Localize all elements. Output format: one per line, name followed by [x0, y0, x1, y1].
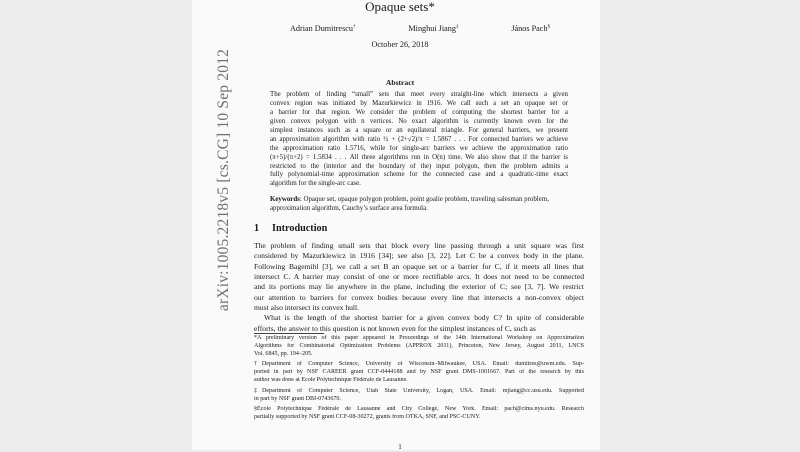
author: János Pach§	[511, 24, 550, 33]
text-line: considered by Mazurkiewicz in 1916 [34]; see also [3, 22]. Let C be a convex body in the plane.	[254, 251, 584, 261]
text-line: given convex polygon with n vertices. No exact algorithm is currently known even for the	[270, 117, 568, 125]
page-number: 1	[398, 443, 402, 451]
footnote-line: ported in part by NSF CAREER grant CCF-0444188 and by NSF grant DMS-1001667. Part of the research by this	[254, 369, 584, 376]
text-line: The problem of finding “small” sets that meet every straight-line which intersects a given	[270, 91, 568, 98]
author: Adrian Dumitrescu†	[290, 24, 356, 33]
footnote-line: Algorithms for Combinatorial Optimization Problems (APPROX 2011), Princeton, New Jersey, August 2011, LNCS	[254, 342, 584, 349]
text-line: efforts, the answer to this question is not known even for the simplest instances of C, such as	[254, 323, 536, 333]
text-line: (π+5)/(π+2) = 1.5834 . . . All three algorithms run in O(n) time. We also show that if the barrier is	[270, 153, 568, 161]
text-line: our attention to barriers for convex bodies because every line that intersects a non-convex object	[254, 292, 584, 302]
footnotes	[254, 335, 584, 422]
text-line: must also intersect its convex hull.	[254, 303, 360, 313]
arxiv-stamp: arXiv:1005.2218v5 [cs.CG] 10 Sep 2012	[215, 48, 232, 312]
text-line: restricted to the (interior and the boundary of the) input polygon, then the problem admits a	[270, 162, 568, 170]
abstract-heading: Abstract	[385, 78, 415, 87]
text-line: intersect C. A barrier may consist of one or more rectifiable arcs. It does not need to be connected	[254, 272, 584, 282]
intro-paragraphs	[254, 241, 584, 334]
section-heading: 1 Introduction	[254, 223, 328, 234]
footnote-line: *A preliminary version of this paper appeared in Proceedings of the 14th International Workshop on Approximation	[254, 335, 584, 341]
footnote-line: †Department of Computer Science, University of Wisconsin–Milwaukee, USA. Email: dumitres@uwm.edu. Sup-	[254, 361, 584, 368]
text-line: simplest instances such as a square or an equilateral triangle. For general barriers, we present	[270, 126, 568, 134]
footnote-line: §Ecole Polytechnique Fédérale de Lausanne and City College, New York. Email: pach@cims.nyu.edu. Research	[254, 406, 584, 413]
footnote-line: partially supported by NSF grant CCF-08-30272, grants from OTKA, SNF, and PSC-CUNY.	[254, 414, 481, 421]
text-line: convex region was initiated by Mazurkiewicz in 1916. We call such a set an opaque set or	[270, 99, 568, 107]
paper-date: October 26, 2018	[371, 40, 429, 49]
text-line: and its portions may lie anywhere in the plane, including the exterior of C; see [3, 7]. We restrict	[254, 282, 584, 292]
keywords	[270, 195, 568, 213]
text-line: Following Bagemihl [3], we call a set B an opaque set or a barrier for C, if it meets all lines that	[254, 261, 584, 271]
footnote-rule	[254, 333, 324, 334]
paper-title: Opaque sets*	[365, 0, 435, 14]
author-list	[290, 24, 550, 33]
footnote-line: ‡Department of Computer Science, Utah State University, Logan, USA. Email: mjiang@cc.usu.edu. Supported	[254, 387, 584, 394]
abstract-body	[270, 91, 568, 189]
text-line: an approximation algorithm with ratio ½ + (2+√2)/π = 1.5867 . . . For connected barriers we achieve	[270, 135, 568, 143]
text-line: the approximation ratio 1.5716, while for single-arc barriers we achieve the approximation ratio	[270, 144, 568, 152]
footnote-line: in part by NSF grant DBI-0743670.	[254, 395, 341, 402]
text-line: a barrier for that region. We consider the problem of computing the shortest barrier for a	[270, 108, 568, 116]
keywords-label: Keywords	[270, 196, 300, 203]
author: Minghui Jiang‡	[408, 24, 459, 33]
keywords-text: : Opaque set, opaque polygon problem, point goalie problem, traveling salesman problem, approximation algorithm, Cauchy’s surface area formula.	[270, 196, 549, 212]
text-line: The problem of finding small sets that block every line passing through a unit square was first	[254, 241, 584, 250]
text-line: fully polynomial-time approximation scheme for the connected case and a quadratic-time exact	[270, 171, 568, 179]
footnote-line: Vol. 6845, pp. 194–205.	[254, 350, 313, 357]
text-line: What is the length of the shortest barrier for a given convex body C? In spite of considerable	[264, 313, 584, 323]
text-line: algorithm for the single-arc case.	[270, 180, 361, 188]
footnote-line: author was done at Ecole Polytechnique Fédérale de Lausanne.	[254, 376, 408, 383]
